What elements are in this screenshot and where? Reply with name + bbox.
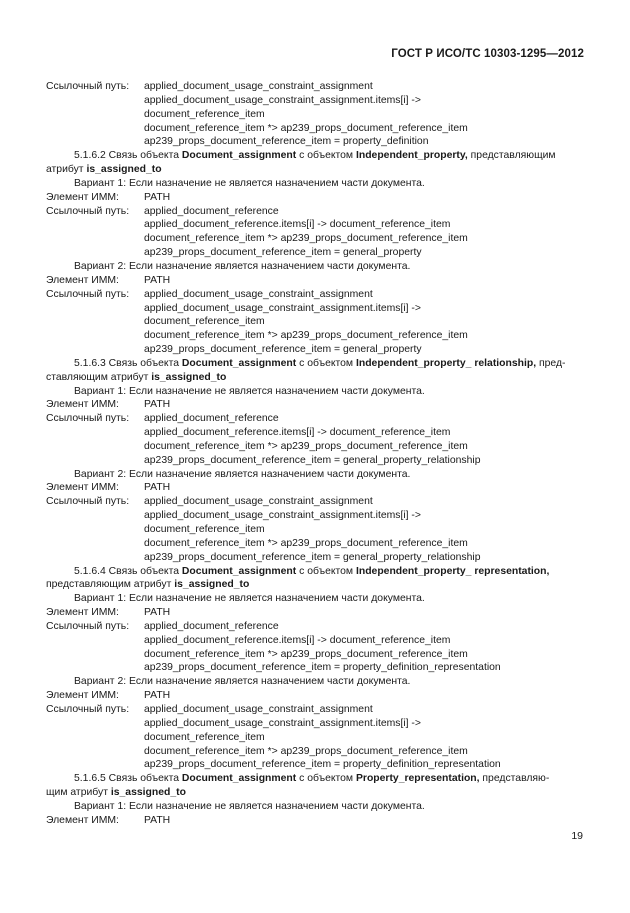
section-heading-5162: 5.1.6.2 Связь объекта Document_assignment с объектом Independent_property, представляющим <box>74 150 556 162</box>
path-line: document_reference_item <box>144 108 265 120</box>
path-line: document_reference_item *> ap239_props_document_reference_item <box>144 648 468 660</box>
variant-2: Вариант 2: Если назначение является назначением части документа. <box>74 468 411 480</box>
aim-element-line: Элемент ИММ: PATH <box>46 482 171 494</box>
aim-element-line: Элемент ИММ: PATH <box>46 690 171 702</box>
variant-2: Вариант 2: Если назначение является назначением части документа. <box>74 260 411 272</box>
path-line: document_reference_item <box>144 731 265 743</box>
page-header: ГОСТ Р ИСО/ТС 10303-1295—2012 <box>391 48 584 60</box>
path-line: document_reference_item *> ap239_props_document_reference_item <box>144 440 468 452</box>
page-number: 19 <box>571 830 583 842</box>
section-heading-cont: атрибут is_assigned_to <box>46 164 162 176</box>
path-line: applied_document_usage_constraint_assignment <box>144 81 373 92</box>
path-line: applied_document_usage_constraint_assignment.items[i] -> <box>144 510 421 522</box>
ref-path-line: Ссылочный путь: applied_document_reference <box>46 620 279 632</box>
path-line: document_reference_item *> ap239_props_document_reference_item <box>144 537 468 549</box>
path-line: ap239_props_document_reference_item = property_definition_representation <box>144 759 501 771</box>
section-heading-cont: щим атрибут is_assigned_to <box>46 787 186 799</box>
section-heading-cont: представляющим атрибут is_assigned_to <box>46 579 250 591</box>
section-heading-5165: 5.1.6.5 Связь объекта Document_assignment с объектом Property_representation, представляю- <box>74 773 550 785</box>
aim-element-line: Элемент ИММ: PATH <box>46 191 171 203</box>
path-line: ap239_props_document_reference_item = property_definition <box>144 136 429 148</box>
ref-path-line <box>46 80 584 94</box>
path-line: ap239_props_document_reference_item = general_property_relationship <box>144 454 481 466</box>
path-line: document_reference_item *> ap239_props_document_reference_item <box>144 122 468 134</box>
variant-1: Вариант 1: Если назначение не является назначением части документа. <box>74 800 425 812</box>
path-line: applied_document_reference.items[i] -> document_reference_item <box>144 219 451 231</box>
path-line: document_reference_item <box>144 316 265 328</box>
path-line: applied_document_reference.items[i] -> document_reference_item <box>144 427 451 439</box>
ref-path-line: Ссылочный путь: applied_document_reference <box>46 205 279 217</box>
path-line: document_reference_item *> ap239_props_document_reference_item <box>144 233 468 245</box>
section-heading-cont: ставляющим атрибут is_assigned_to <box>46 371 227 383</box>
path-line: applied_document_usage_constraint_assignment.items[i] -> <box>144 717 421 729</box>
ref-path-line: Ссылочный путь: applied_document_usage_constraint_assignment <box>46 703 373 715</box>
aim-element-line: Элемент ИММ: PATH <box>46 814 171 826</box>
aim-element-line: Элемент ИММ: PATH <box>46 399 171 411</box>
section-heading-5163: 5.1.6.3 Связь объекта Document_assignment с объектом Independent_property_ relationship, пред- <box>74 357 566 369</box>
ref-path-line: Ссылочный путь: applied_document_usage_constraint_assignment <box>46 496 373 508</box>
path-line: document_reference_item <box>144 524 265 535</box>
ref-path-line: Ссылочный путь: applied_document_usage_constraint_assignment <box>46 288 373 300</box>
aim-element-line: Элемент ИММ: PATH <box>46 274 171 286</box>
variant-2: Вариант 2: Если назначение является назначением части документа. <box>74 676 411 688</box>
path-line: ap239_props_document_reference_item = property_definition_representation <box>144 662 501 674</box>
path-line: document_reference_item *> ap239_props_document_reference_item <box>144 745 468 757</box>
ref-path-line: Ссылочный путь: applied_document_reference <box>46 413 279 425</box>
variant-1: Вариант 1: Если назначение не является назначением части документа. <box>74 593 425 605</box>
path-line: applied_document_reference.items[i] -> document_reference_item <box>144 634 451 646</box>
path-line: ap239_props_document_reference_item = general_property <box>144 247 422 259</box>
section-heading-5164: 5.1.6.4 Связь объекта Document_assignment с объектом Independent_property_ representation, <box>74 565 550 577</box>
variant-1: Вариант 1: Если назначение не является назначением части документа. <box>74 177 425 189</box>
path-line: applied_document_usage_constraint_assignment.items[i] -> <box>144 94 421 106</box>
path-line: ap239_props_document_reference_item = general_property <box>144 344 422 356</box>
ref-path-label: Ссылочный путь: <box>46 81 130 92</box>
path-line: ap239_props_document_reference_item = general_property_relationship <box>144 551 481 563</box>
path-line: applied_document_usage_constraint_assignment.items[i] -> <box>144 302 421 314</box>
document-body <box>46 80 584 828</box>
aim-element-line: Элемент ИММ: PATH <box>46 607 171 619</box>
variant-1: Вариант 1: Если назначение не является назначением части документа. <box>74 385 425 397</box>
path-line: document_reference_item *> ap239_props_document_reference_item <box>144 330 468 342</box>
